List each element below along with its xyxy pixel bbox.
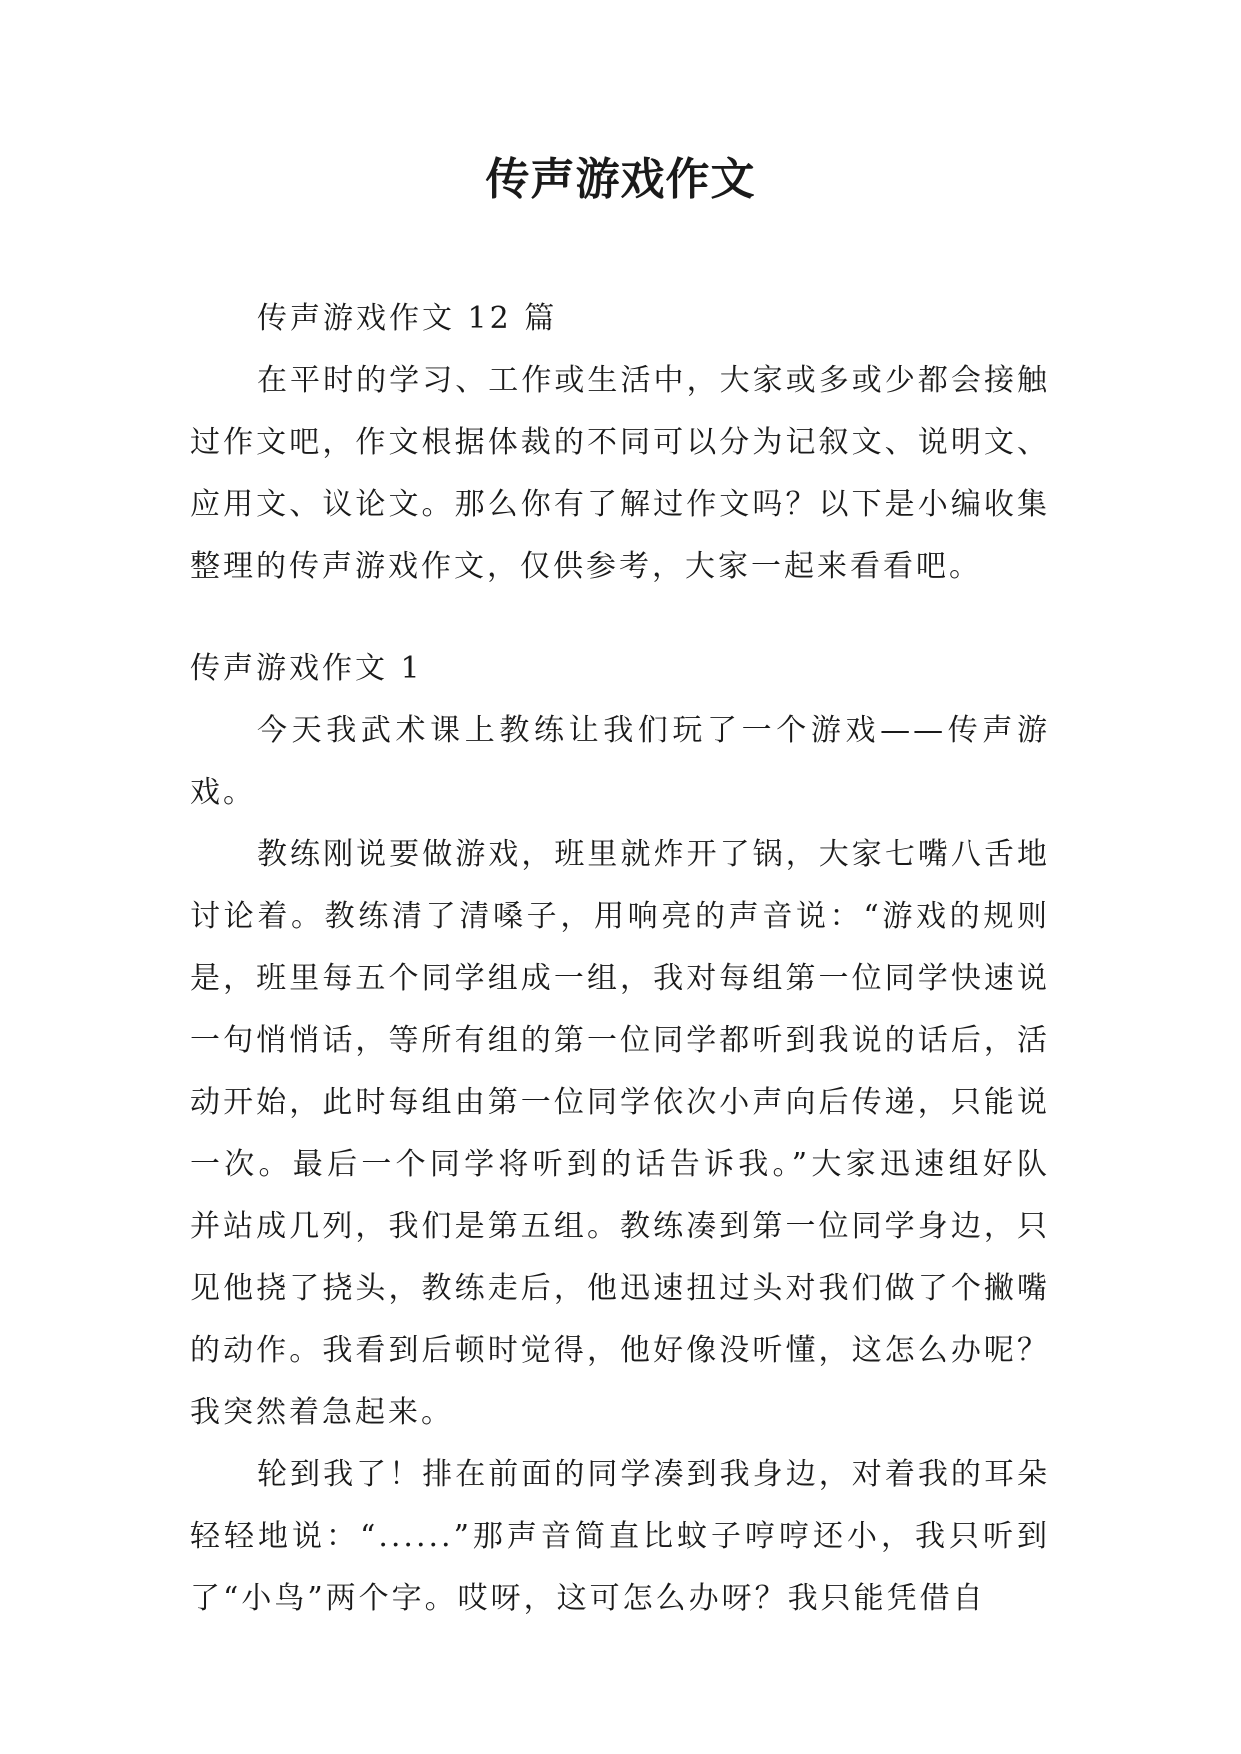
- section-heading: 传声游戏作文 1: [190, 651, 423, 686]
- body-paragraph: 教练刚说要做游戏，班里就炸开了锅，大家七嘴八舌地讨论着。教练清了清嗓子，用响亮的声音说：“游戏的规则是，班里每五个同学组成一组，我对每组第一位同学快速说一句悄悄话，等所有组的第一位同学都听到我说的话后，活动开始，此时每组由第一位同学依次小声向后传递，只能说一次。最后一个同学将听到的话告诉我。”大家迅速组好队并站成几列，我们是第五组。教练凑到第一位同学身边，只见他挠了挠头，教练走后，他迅速扭过头对我们做了个撇嘴的动作。我看到后顿时觉得，他好像没听懂，这怎么办呢？我突然着急起来。: [190, 837, 1050, 1430]
- document-subtitle: 传声游戏作文 12 篇: [257, 301, 558, 336]
- document-body: [190, 288, 1050, 1630]
- body-paragraph: 轮到我了！排在前面的同学凑到我身边，对着我的耳朵轻轻地说：“......”那声音简直比蚊子哼哼还小，我只听到了“小鸟”两个字。哎呀，这可怎么办呀？我只能凭借自: [190, 1457, 1050, 1616]
- document-title: 传声游戏作文: [485, 154, 756, 205]
- intro-paragraph: 在平时的学习、工作或生活中，大家或多或少都会接触过作文吧，作文根据体裁的不同可以分为记叙文、说明文、应用文、议论文。那么你有了解过作文吗？以下是小编收集整理的传声游戏作文，仅供参考，大家一起来看看吧。: [190, 363, 1050, 584]
- body-paragraph: 今天我武术课上教练让我们玩了一个游戏——传声游戏。: [190, 713, 1050, 810]
